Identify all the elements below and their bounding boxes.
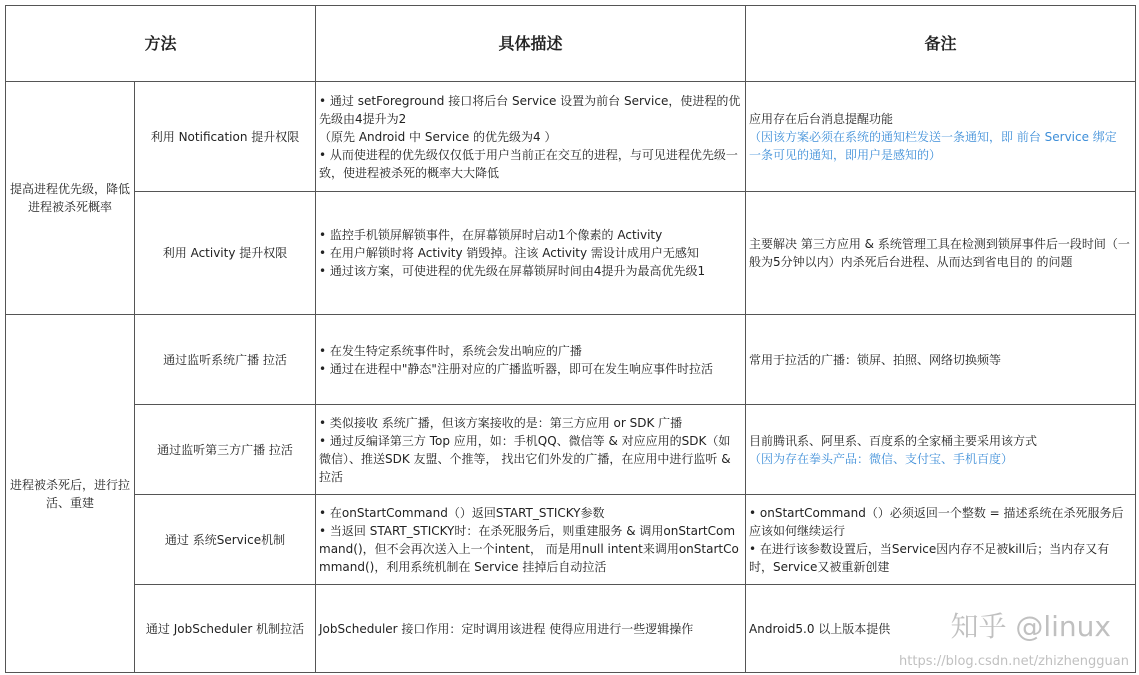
method-cell: 利用 Activity 提升权限: [135, 192, 316, 315]
header-description: 具体描述: [316, 6, 746, 82]
method-cell: 通过监听系统广播 拉活: [135, 315, 316, 405]
description-line: • 通过该方案，可使进程的优先级在屏幕锁屏时间由4提升为最高优先级1: [319, 264, 706, 278]
header-note: 备注: [746, 6, 1136, 82]
note-text: 应用存在后台消息提醒功能: [749, 111, 894, 126]
description-cell: [316, 495, 746, 585]
description-line: • 通过反编译第三方 Top 应用，如：手机QQ、微信等 & 对应应用的SDK（如微信）、推送SDK 友盟、个推等， 找出它们外发的广播，在应用中进行监听 & 拉活: [319, 433, 731, 484]
description-cell: [316, 405, 746, 495]
note-cell: [746, 82, 1136, 192]
description-cell: [316, 585, 746, 673]
group-label-priority: 提高进程优先级，降低进程被杀死概率: [6, 82, 135, 315]
note-text: • 在进行该参数设置后，当Service因内存不足被kill后；当内存又有时，Service又被重新创建: [749, 541, 1110, 574]
note-text: Android5.0 以上版本提供: [749, 621, 891, 636]
table-row: [6, 192, 1136, 315]
note-text: 目前腾讯系、阿里系、百度系的全家桶主要采用该方式: [749, 433, 1038, 448]
note-highlight: （因该方案必须在系统的通知栏发送一条通知，即 前台 Service 绑定 一条可见的通知，即用户是感知的）: [749, 129, 1117, 162]
description-line: • 通过 setForeground 接口将后台 Service 设置为前台 Service，使进程的优先级由4提升为2: [319, 93, 741, 126]
description-cell: [316, 315, 746, 405]
description-line: • 在onStartCommand（）返回START_STICKY参数: [319, 505, 605, 520]
method-cell: 通过 JobScheduler 机制拉活: [135, 585, 316, 673]
description-line: • 类似接收 系统广播，但该方案接收的是：第三方应用 or SDK 广播: [319, 415, 683, 430]
note-cell: [746, 405, 1136, 495]
note-cell: [746, 315, 1136, 405]
description-line: • 在发生特定系统事件时，系统会发出响应的广播: [319, 343, 582, 358]
description-line: • 当返回 START_STICKY时：在杀死服务后，则重建服务 & 调用onStartCommand()，但不会再次送入上一个intent， 而是用null intent来调用onStartCommand()，利用系统机制在 Service 挂掉后自动拉活: [319, 523, 739, 574]
note-cell: [746, 192, 1136, 315]
note-cell: [746, 495, 1136, 585]
description-line: JobScheduler 接口作用：定时调用该进程 使得应用进行一些逻辑操作: [319, 621, 694, 636]
table-row: [6, 315, 1136, 405]
description-line: • 通过在进程中"静态"注册对应的广播监听器，即可在发生响应事件时拉活: [319, 361, 713, 376]
method-cell: 通过监听第三方广播 拉活: [135, 405, 316, 495]
table-header-row: [6, 6, 1136, 82]
table-row: [6, 405, 1136, 495]
description-line: （原先 Android 中 Service 的优先级为4 ）: [319, 129, 557, 144]
watermark-url: https://blog.csdn.net/zhizhengguan: [899, 654, 1129, 669]
note-text: 主要解决 第三方应用 & 系统管理工具在检测到锁屏事件后一段时间（一般为5分钟以内）内杀死后台进程、从而达到省电目的 的问题: [749, 237, 1130, 269]
note-text: 常用于拉活的广播：锁屏、拍照、网络切换频等: [749, 352, 1002, 367]
note-text: • onStartCommand（）必须返回一个整数 = 描述系统在杀死服务后应该如何继续运行: [749, 505, 1124, 538]
table-row: [6, 495, 1136, 585]
method-cell: 利用 Notification 提升权限: [135, 82, 316, 192]
description-cell: [316, 82, 746, 192]
note-highlight: （因为存在拳头产品：微信、支付宝、手机百度）: [749, 451, 1014, 466]
description-line: • 从而使进程的优先级仅仅低于用户当前正在交互的进程，与可见进程优先级一致，使进程被杀死的概率大大降低: [319, 147, 738, 180]
watermark-text: 知乎 @linux: [950, 610, 1111, 643]
description-cell: [316, 192, 746, 315]
method-cell: 通过 系统Service机制: [135, 495, 316, 585]
group-label-restart: 进程被杀死后，进行拉活、重建: [6, 315, 135, 673]
table-row: [6, 82, 1136, 192]
header-method: 方法: [6, 6, 316, 82]
description-line: • 在用户解锁时将 Activity 销毁掉。注该 Activity 需设计成用户无感知: [319, 246, 699, 260]
methods-table: [5, 5, 1136, 673]
description-line: • 监控手机锁屏解锁事件，在屏幕锁屏时启动1个像素的 Activity: [319, 228, 663, 242]
